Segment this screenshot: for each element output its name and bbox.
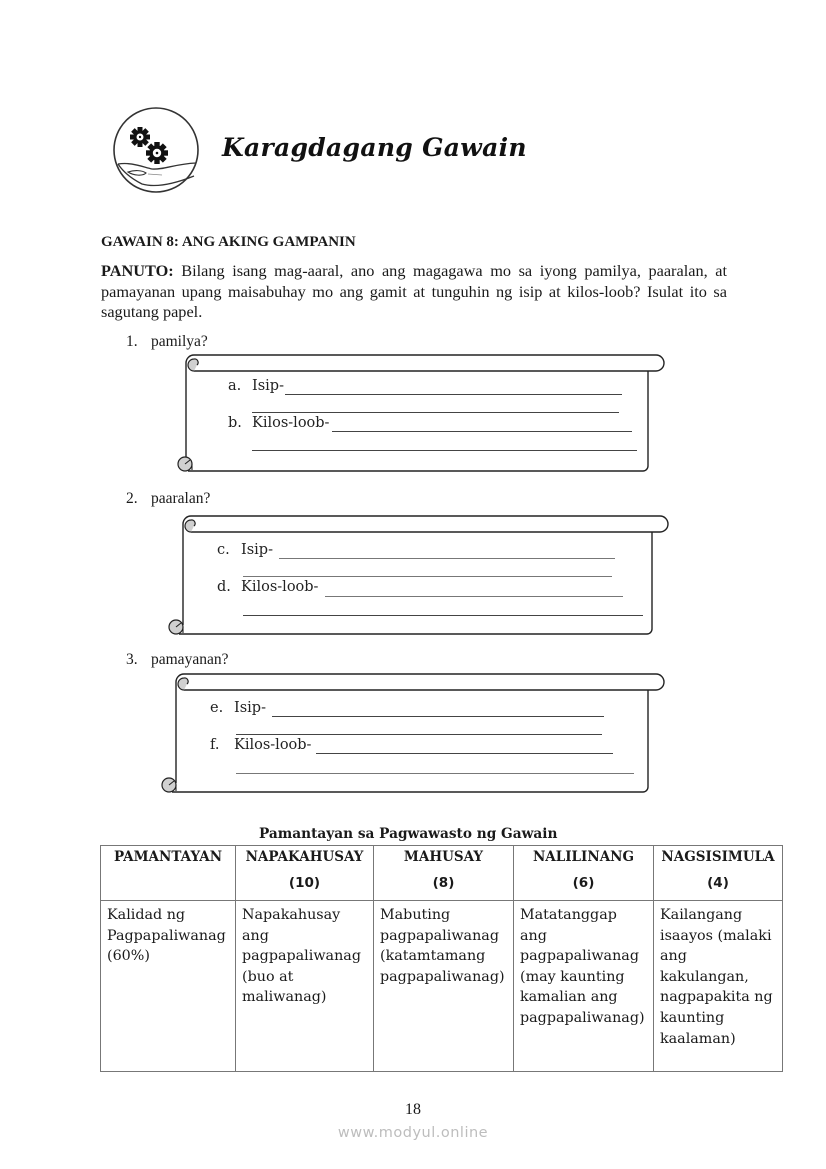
answer-scroll-3	[156, 671, 666, 795]
answer-line[interactable]	[285, 394, 622, 395]
answer-line[interactable]	[252, 412, 619, 413]
answer-field-f[interactable]: f. Kilos-loob-	[210, 737, 312, 753]
header-mahusay: MAHUSAY (8)	[374, 846, 514, 901]
header-pamantayan: PAMANTAYAN	[101, 846, 236, 901]
watermark: www.modyul.online	[337, 1125, 489, 1141]
answer-line[interactable]	[272, 716, 604, 717]
answer-line[interactable]	[243, 615, 643, 616]
answer-line[interactable]	[236, 734, 602, 735]
scroll-frame-icon	[172, 352, 668, 474]
table-row	[101, 901, 783, 1072]
rubric-cell-nagsisimula: Kailangang isaayos (malaki ang kakulangan, nagpapakita ng kaunting kaalaman)	[654, 901, 783, 1072]
activity-title: GAWAIN 8: ANG AKING GAMPANIN	[101, 234, 356, 250]
rubric-header-row	[101, 846, 783, 901]
answer-line[interactable]	[252, 450, 637, 451]
criterion-cell: Kalidad ng Pagpapaliwanag (60%)	[101, 901, 236, 1072]
answer-field-a[interactable]: a. Isip-	[228, 378, 284, 394]
answer-line[interactable]	[325, 596, 623, 597]
rubric-table	[100, 845, 783, 1072]
question-3-label: 3. pamayanan?	[126, 651, 229, 668]
instruction-text: Bilang isang mag-aaral, ano ang magagawa mo sa iyong pamilya, paaralan, at pamayanan upang maisabuhay mo ang gamit at tunguhin ng isip at kilos-loob? Isulat ito sa sagutang papel.	[101, 261, 727, 321]
instruction-label: PANUTO:	[101, 261, 174, 280]
answer-scroll-2	[163, 513, 670, 637]
header-nagsisimula: NAGSISIMULA (4)	[654, 846, 783, 901]
scroll-frame-icon	[163, 513, 670, 637]
rubric-cell-napakahusay: Napakahusay ang pagpapaliwanag (buo at maliwanag)	[236, 901, 374, 1072]
answer-field-b[interactable]: b. Kilos-loob-	[228, 415, 330, 431]
question-2-label: 2. paaralan?	[126, 490, 211, 507]
instructions	[101, 261, 727, 323]
gears-in-hand-icon	[112, 106, 200, 194]
rubric-caption: Pamantayan sa Pagwawasto ng Gawain	[259, 826, 558, 842]
page-title: Karagdagang Gawain	[222, 133, 527, 162]
answer-field-c[interactable]: c. Isip-	[217, 542, 273, 558]
page-number: 18	[405, 1101, 421, 1118]
answer-line[interactable]	[332, 431, 632, 432]
header-napakahusay: NAPAKAHUSAY (10)	[236, 846, 374, 901]
scroll-frame-icon	[156, 671, 666, 795]
answer-field-d[interactable]: d. Kilos-loob-	[217, 579, 319, 595]
answer-scroll-1	[172, 352, 668, 474]
rubric-cell-nalilinang: Matatanggap ang pagpapaliwanag (may kaunting kamalian ang pagpapaliwanag)	[514, 901, 654, 1072]
answer-line[interactable]	[236, 773, 634, 774]
answer-line[interactable]	[243, 576, 612, 577]
header-nalilinang: NALILINANG (6)	[514, 846, 654, 901]
answer-field-e[interactable]: e. Isip-	[210, 700, 266, 716]
answer-line[interactable]	[316, 753, 613, 754]
rubric-cell-mahusay: Mabuting pagpapaliwanag (katamtamang pagpapaliwanag)	[374, 901, 514, 1072]
answer-line[interactable]	[279, 558, 615, 559]
question-1-label: 1. pamilya?	[126, 333, 208, 350]
